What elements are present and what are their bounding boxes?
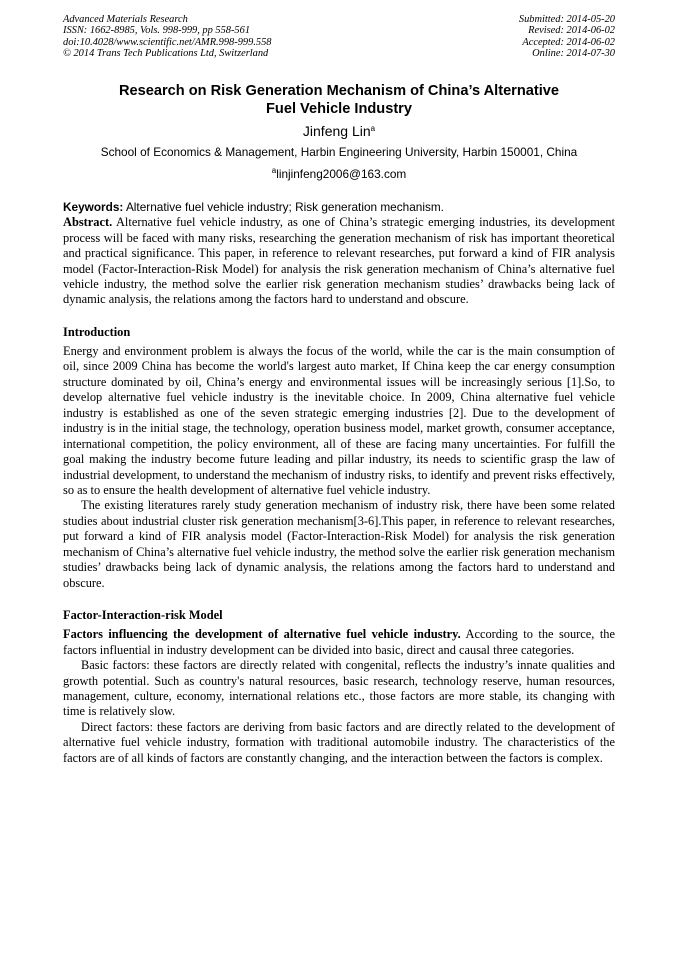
email-line [63, 166, 615, 182]
title-line-1: Research on Risk Generation Mechanism of China’s Alternative [118, 83, 560, 100]
date-revised: Revised: 2014-06-02 [528, 25, 615, 37]
section-heading-introduction: Introduction [63, 324, 131, 339]
affiliation: School of Economics & Management, Harbin Engineering University, Harbin 150001, China [100, 145, 578, 160]
author-name: Jinfeng Lin [302, 123, 371, 140]
journal-doi: doi:10.4028/www.scientific.net/AMR.998-999.558 [63, 36, 272, 48]
author-line [63, 122, 615, 140]
journal-header [63, 14, 615, 59]
abstract-label: Abstract. [63, 215, 113, 230]
email-address: linjinfeng2006@163.com [276, 167, 407, 182]
fir-subheading: Factors influencing the development of alternative fuel vehicle industry. [63, 627, 461, 642]
paper-page [63, 14, 615, 766]
journal-name: Advanced Materials Research [63, 14, 188, 25]
abstract-text: Alternative fuel vehicle industry, as one of China’s strategic emerging industries, its development process will be faced with many risks, researching the generation mechanism of risk has important theoretical and practical significance. This paper, in reference to relevant researches, put forward a kind of FIR analysis model (Factor-Interaction-Risk Model) for analysis the risk generation mechanism of China’s alternative fuel vehicle industry, the method solve the earlier risk generation mechanism studies’ drawbacks being lack of dynamic analysis, the relations among the factors hard to understand and obscure. [63, 215, 615, 307]
section-heading-fir-model: Factor-Interaction-risk Model [63, 608, 223, 623]
date-submitted: Submitted: 2014-05-20 [518, 14, 615, 25]
journal-issn: ISSN: 1662-8985, Vols. 998-999, pp 558-561 [63, 25, 251, 37]
keywords [63, 199, 615, 215]
author-mark: a [370, 124, 376, 134]
date-online: Online: 2014-07-30 [532, 47, 615, 59]
keywords-text: Alternative fuel vehicle industry; Risk generation mechanism. [123, 200, 444, 215]
fir-paragraph-1 [63, 627, 615, 658]
email-mark: a [271, 166, 277, 176]
paper-title [63, 82, 615, 118]
introduction-paragraph-1: Energy and environment problem is always the focus of the world, while the car is the main consumption of oil, since 2009 China has become the world's largest auto market, If China keep the car energy consumption structure dominated by oil, China’s energy and environmental issues will be increasingly serious [1].So, to develop alternative fuel vehicle industry is the inevitable choice. In 2009, China alternative fuel vehicle industry is established as one of the seven strategic emerging industries [2]. Due to the development of industry is in the initial stage, the technology, operation business model, market growth, consumer acceptance, international competition, the policy environment, all of these are facing many uncertainties. For fulfill the goal making the industry become future leading and pillar industry, its needs to scientific grasp the law of industrial development, to understand the mechanism of industry risks, to identify and prevent risks effectively, so as to ensure the health development of alternative fuel vehicle industry. [63, 343, 615, 497]
journal-copyright: © 2014 Trans Tech Publications Ltd, Switzerland [63, 47, 269, 59]
journal-info [63, 14, 271, 59]
fir-paragraph-2: Basic factors: these factors are directly related with congenital, reflects the industry’s innate qualities and growth potential. Such as country's natural resources, basic research, technology reserve, human resources, management, culture, economy, international relations etc., those factors are more stable, its changing with time is relatively slow. [63, 658, 615, 719]
abstract [63, 215, 615, 308]
publication-dates [519, 14, 615, 59]
keywords-label: Keywords: [63, 200, 124, 215]
introduction-paragraph-2: The existing literatures rarely study generation mechanism of industry risk, there have been some related studies about industrial cluster risk generation mechanism[3-6].This paper, in reference to relevant researches, put forward a kind of FIR analysis model (Factor-Interaction-Risk Model) for analysis the risk generation mechanism of China’s alternative fuel vehicle industry, the method solve the earlier risk generation mechanism studies’ drawbacks being lack of dynamic analysis, the relations among the factors hard to understand and obscure. [63, 498, 615, 590]
title-line-2: Fuel Vehicle Industry [266, 101, 412, 118]
date-accepted: Accepted: 2014-06-02 [522, 36, 615, 48]
fir-paragraph-1-text: According to the source, the factors influential in industry development can be divided into basic, direct and causal three categories. [63, 627, 615, 657]
fir-paragraph-3: Direct factors: these factors are deriving from basic factors and are directly related to the development of alternative fuel vehicle industry, formation with traditional automobile industry. The characteristics of the factors are of all kinds of factors are constantly changing, and the interaction between the factors is complex. [63, 719, 615, 765]
